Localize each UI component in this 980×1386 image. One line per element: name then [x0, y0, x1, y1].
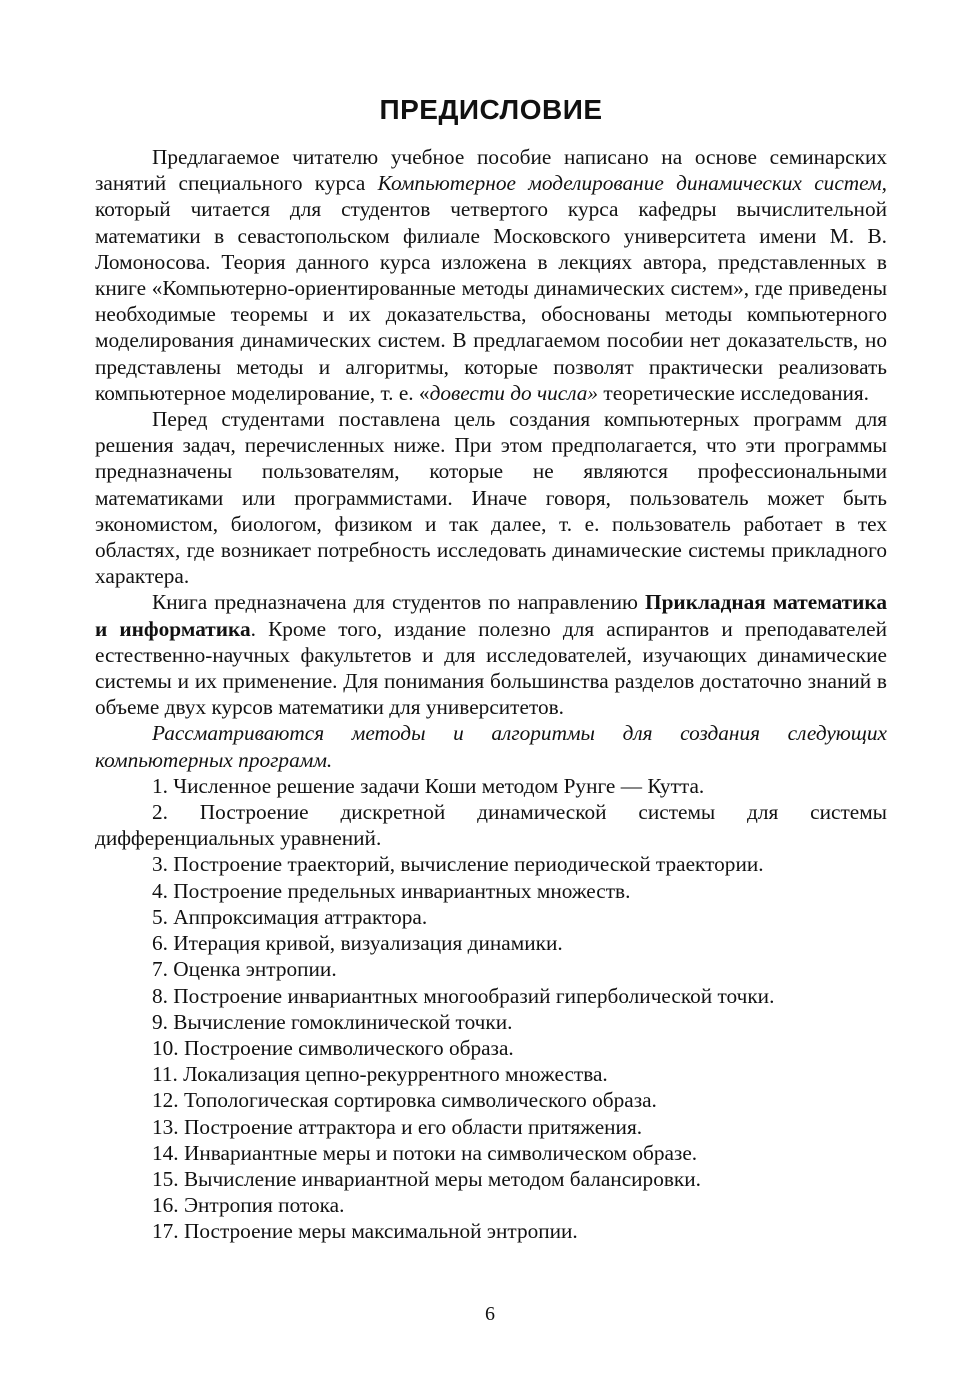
- list-item: 13. Построение аттрактора и его области притяжения.: [152, 1114, 643, 1139]
- direction-name-bold: Прикладная математика и информатика: [95, 590, 887, 641]
- list-item: 15. Вычисление инвариантной меры методом балансировки.: [152, 1166, 701, 1191]
- list-item: 12. Топологическая сортировка символического образа.: [152, 1088, 657, 1113]
- list-item: 14. Инвариантные меры и потоки на символическом образе.: [152, 1140, 698, 1165]
- paragraph-audience: [95, 589, 887, 720]
- list-item: 8. Построение инвариантных многообразий гиперболической точки.: [152, 983, 775, 1008]
- list-item: 2. Построение дискретной динамической системы для системы дифференциальных уравнений.: [95, 800, 887, 851]
- list-item: 16. Энтропия потока.: [152, 1193, 345, 1218]
- paragraph-audience-text-2: . Кроме того, издание полезно для аспирантов и преподавателей естественно-научных факультетов и для исследователей, изучающих динамические системы и их применение. Для понимания большинства разделов достаточно знаний в объеме двух курсов математики для университетов.: [95, 616, 887, 720]
- list-item: 3. Построение траекторий, вычисление периодической траектории.: [152, 852, 764, 877]
- program-list: [95, 773, 887, 1245]
- list-item: 17. Построение меры максимальной энтропии.: [152, 1219, 578, 1244]
- list-intro: Рассматриваются методы и алгоритмы для создания следующих компьютерных программ.: [95, 721, 887, 772]
- paragraph-audience-text-1: Книга предназначена для студентов по направлению: [152, 590, 646, 615]
- paragraph-intro: [95, 144, 887, 406]
- list-item: 4. Построение предельных инвариантных множеств.: [152, 878, 631, 903]
- paragraph-intro-text-3: теоретические исследования.: [598, 380, 869, 405]
- paragraph-intro-text-2: который читается для студентов четвертого курса кафедры вычислительной математики в севастопольском филиале Московского университета имени М. В. Ломоносова. Теория данного курса изложена в лекциях автора, представленных в книге «Компьютерно-ориентированные методы динамических систем», где приведены необходимые теоремы и их доказательства, обоснованы методы компьютерного моделирования динамических систем. В предлагаемом пособии нет доказательств, но представлены методы и алгоритмы, которые позволят практически реализовать компьютерное моделирование, т. е. «: [95, 197, 887, 405]
- list-item: 10. Построение символического образа.: [152, 1035, 514, 1060]
- list-item: 7. Оценка энтропии.: [152, 957, 337, 982]
- page-content: [95, 90, 887, 1245]
- paragraph-intro-text-1: Предлагаемое читателю учебное пособие написано на основе семинарских занятий специального курса: [95, 145, 887, 196]
- phrase-italic: довести до числа»: [429, 380, 599, 405]
- list-item: 11. Локализация цепно-рекуррентного множества.: [152, 1062, 608, 1087]
- page-title: ПРЕДИСЛОВИЕ: [379, 94, 603, 125]
- list-item: 9. Вычисление гомоклинической точки.: [152, 1009, 513, 1034]
- page-number: 6: [485, 1303, 495, 1325]
- list-item: 6. Итерация кривой, визуализация динамики.: [152, 931, 563, 956]
- course-title-italic: Компьютерное моделирование динамических систем,: [377, 171, 887, 196]
- list-item: 1. Численное решение задачи Коши методом Рунге — Кутта.: [152, 773, 705, 798]
- paragraph-goal: Перед студентами поставлена цель создания компьютерных программ для решения задач, перечисленных ниже. При этом предполагается, что эти программы предназначены пользователям, которые не являются профессиональными математиками или программистами. Иначе говоря, пользователь может быть экономистом, биологом, физиком и так далее, т. е. пользователь работает в тех областях, где возникает потребность исследовать динамические системы прикладного характера.: [95, 407, 887, 589]
- list-item: 5. Аппроксимация аттрактора.: [152, 904, 428, 929]
